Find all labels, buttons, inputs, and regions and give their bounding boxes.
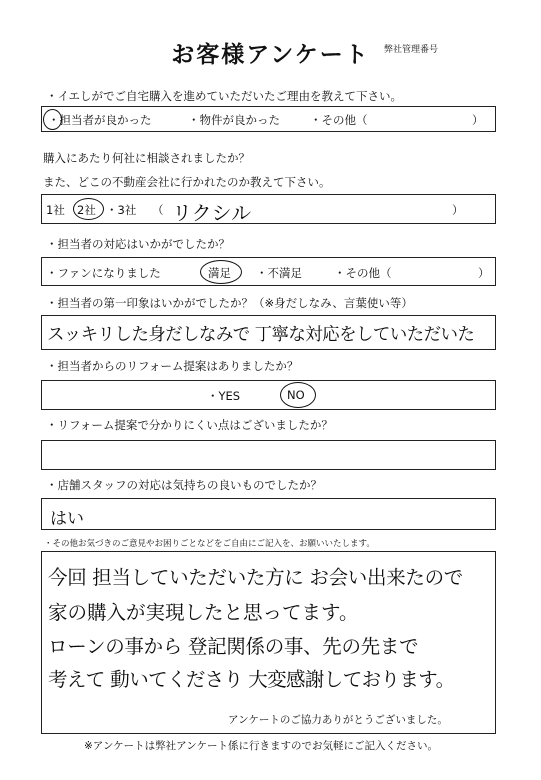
option-other-close: ） [478,266,490,280]
answer-box-store-staff [41,498,496,530]
footer-note: ※アンケートは弊社アンケート係に行きますのでお気軽にご記入ください。 [84,740,439,752]
option-other[interactable]: ・その他（ [334,266,392,280]
question-reform-unclear: ・リフォーム提案で分かりにくい点はございましたか？ [46,418,333,432]
company-name-answer: リクシル [172,201,252,225]
option-3-company[interactable]: ・3社 [106,203,137,217]
company-name-close: ） [452,203,464,217]
answer-box-staff-response [41,257,496,286]
first-impression-answer: スッキリした身だしなみで 丁寧な対応をしていただいた [47,325,475,345]
comment-line: 今回 担当していただいた方に お会い出来たので [48,566,463,589]
question-reform-proposal: ・担当者からのリフォーム提案はありましたか？ [46,359,299,373]
option-other-close: ） [472,113,484,127]
option-satisfied[interactable]: 満足 [208,266,231,280]
option-property-good[interactable]: ・物件が良かった [188,113,280,127]
comment-line: 考えて 動いてくださり 大変感謝しております。 [48,668,455,691]
question-companies: 購入にあたり何社に相談されましたか？ [43,151,250,165]
question-which-company: また、どこの不動産会社に行かれたのか教えて下さい。 [43,175,331,189]
comments-instruction: ・その他お気づきのご意見やお困りごとなどをご自由にご記入を、お願いいたします。 [44,539,375,549]
page-title: お客様アンケート [171,42,370,68]
option-staff-good[interactable]: ・担当者が良かった [48,113,152,127]
management-number-label: 弊社管理番号 [384,45,439,55]
answer-box-reason [41,106,496,132]
answer-box-first-impression [41,315,496,350]
answer-box-reform-proposal [41,380,496,410]
option-1-company[interactable]: 1社 [46,203,65,217]
question-staff-response: ・担当者の対応はいかがでしたか？ [46,237,230,251]
comments-box [41,551,496,734]
answer-box-companies [41,194,496,224]
option-no[interactable]: NO [287,388,305,402]
store-staff-answer: はい [50,509,84,529]
question-store-staff: ・店舗スタッフの対応は気持ちの良いものでしたか？ [46,478,322,492]
thanks-message: アンケートのご協力ありがとうございました。 [228,714,448,726]
question-first-impression: ・担当者の第一印象はいかがでしたか？（※身だしなみ、言葉使い等） [46,296,413,310]
question-reason: ・イエしがでご自宅購入を進めていただいたご理由を教えて下さい。 [46,89,403,103]
option-dissatisfied[interactable]: ・不満足 [256,266,302,280]
option-became-fan[interactable]: ・ファンになりました [46,266,161,280]
comment-line: ローンの事から 登記関係の事、先の先まで [48,635,419,658]
company-name-open: （ [152,203,164,217]
option-other[interactable]: ・その他（ [310,113,368,127]
option-yes[interactable]: ・YES [207,389,241,403]
answer-box-reform-unclear[interactable] [41,440,496,470]
option-2-company[interactable]: 2社 [77,203,96,217]
comment-line: 家の購入が実現したと思ってます。 [48,601,359,624]
